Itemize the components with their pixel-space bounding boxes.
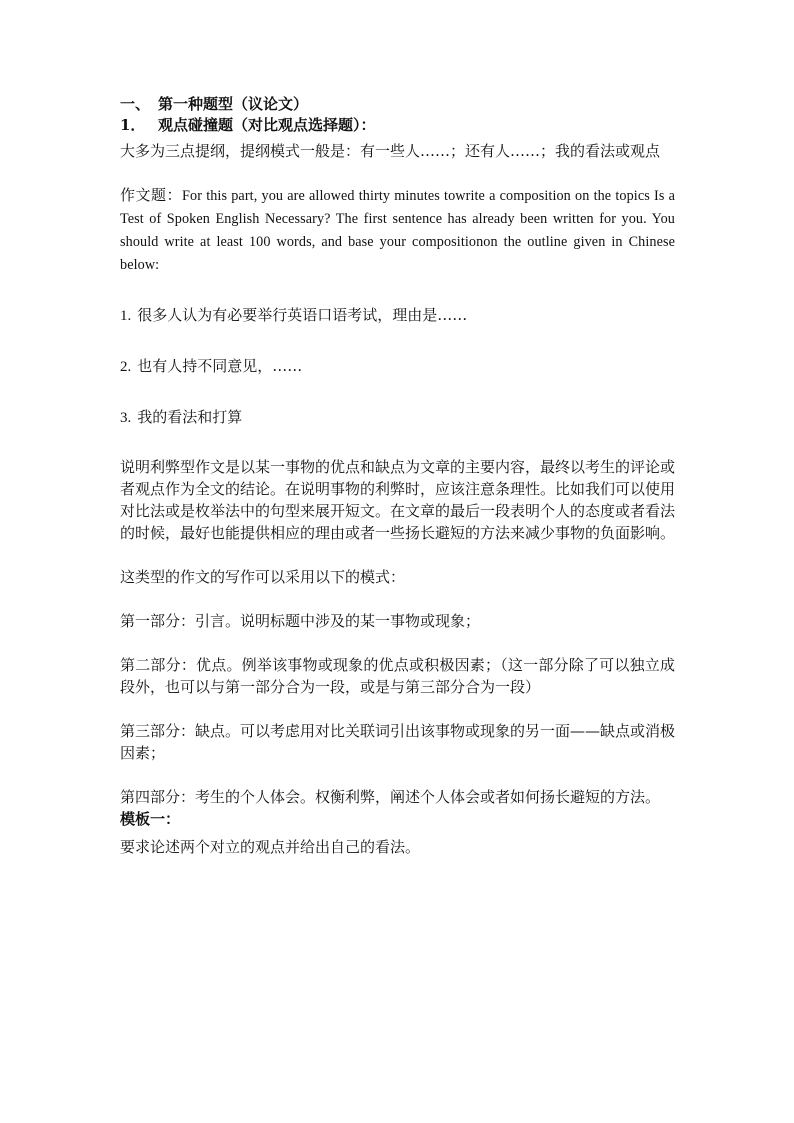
pattern-intro: 这类型的作文的写作可以采用以下的模式： (120, 568, 406, 586)
subsection-number: 1． (120, 116, 146, 134)
outline-item (120, 304, 675, 327)
explanation-paragraph: 说明利弊型作文是以某一事物的优点和缺点为文章的主要内容，最终以考生的评论或者观点作为全文的结论。在说明事物的利弊时，应该注意条理性。比如我们可以使用对比法或是枚举法中的句型来展开短文。在文章的最后一段表明个人的态度或者看法的时候，最好也能提供相应的理由或者一些扬长避短的方法来减少事物的负面影响。 (120, 458, 676, 542)
intro-paragraph: 大多为三点提纲，提纲模式一般是：有一些人……；还有人……；我的看法或观点 (120, 142, 661, 160)
subsection-heading (120, 115, 675, 136)
subsection-title: 观点碰撞题（对比观点选择题）： (158, 116, 376, 134)
document-page (120, 94, 675, 858)
part-paragraph: 第四部分：考生的个人体会。权衡利弊，阐述个人体会或者如何扬长避短的方法。 (120, 788, 661, 806)
outline-text: 我的看法和打算 (137, 408, 243, 426)
template-title: 模板一： (120, 810, 181, 828)
outline-item (120, 355, 675, 378)
outline-text: 很多人认为有必要举行英语口语考试，理由是…… (137, 306, 468, 324)
section-number: 一、 (120, 95, 151, 113)
template-description: 要求论述两个对立的观点并给出自己的看法。 (120, 838, 421, 856)
outline-text: 也有人持不同意见，…… (137, 357, 303, 375)
outline-index: 3. (120, 410, 132, 426)
part-paragraph: 第一部分：引言。说明标题中涉及的某一事物或现象； (120, 612, 481, 630)
prompt-text: For this part, you are allowed thirty minutes towrite a composition on the topics Is a Test of Spoken English Necessary? The first sentence has already been written for you. You should write at least 100 words, and base your compositionon the outline given in Chinese below: (120, 188, 675, 273)
part-paragraph: 第二部分：优点。例举该事物或现象的优点或积极因素；（这一部分除了可以独立成段外，也可以与第一部分合为一段，或是与第三部分合为一段） (120, 656, 675, 696)
outline-index: 1. (120, 308, 132, 324)
prompt-label: 作文题： (120, 186, 183, 204)
section-heading (120, 94, 675, 115)
outline-index: 2. (120, 359, 132, 375)
part-paragraph: 第三部分：缺点。可以考虑用对比关联词引出该事物或现象的另一面——缺点或消极因素； (120, 722, 676, 762)
outline-item (120, 406, 675, 429)
section-title: 第一种题型（议论文） (158, 95, 309, 113)
prompt-paragraph (120, 184, 675, 276)
